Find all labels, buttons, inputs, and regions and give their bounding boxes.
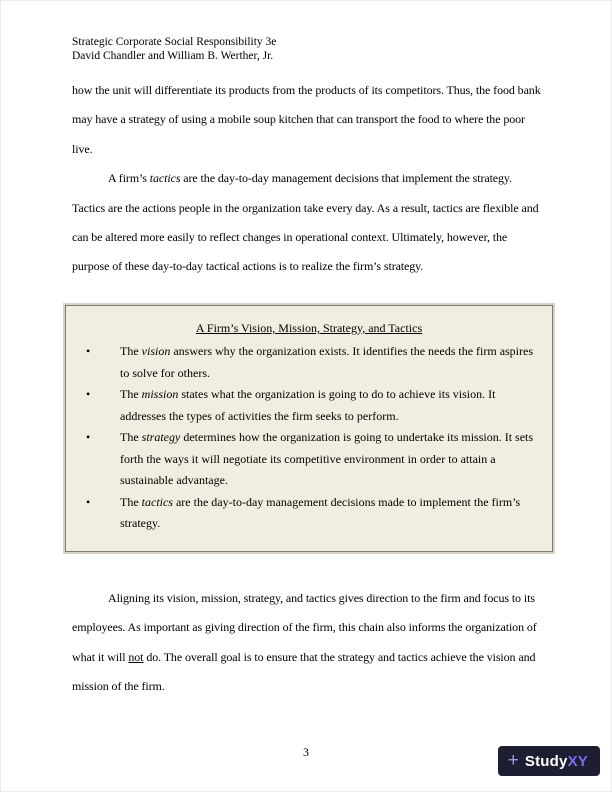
bullet-text: The	[120, 387, 142, 402]
bullet-text: determines how the organization is going to undertake its mission. It sets forth the ways it will negotiate its competitive environment in order to attain a sustainable advantage.	[120, 430, 534, 488]
header-authors: David Chandler and William B. Werther, Jr.	[72, 49, 274, 62]
list-item-tactics	[84, 492, 534, 535]
header-book-title: Strategic Corporate Social Responsibility 3e	[72, 36, 277, 48]
studyxy-wordmark	[525, 753, 588, 770]
brand-part-xy: XY	[567, 752, 588, 770]
paragraph-tactics	[72, 164, 546, 282]
paragraph-text: Aligning its vision, mission, strategy, and tactics gives direction to the firm and focus to its employees. As important as giving direction of the firm, this chain also informs the organization of what it will	[72, 590, 537, 664]
bullet-icon: •	[86, 344, 91, 359]
bullet-text: The	[120, 430, 142, 445]
underlined-word-not: not	[128, 649, 144, 664]
paragraph-differentiation	[72, 76, 546, 164]
box-bullet-list	[84, 341, 534, 535]
bullet-text: are the day-to-day management decisions made to implement the firm’s strategy.	[120, 494, 521, 531]
page-number: 3	[303, 745, 309, 759]
bullet-icon: •	[86, 494, 91, 509]
vision-mission-strategy-tactics-box	[65, 305, 553, 552]
bullet-icon: •	[86, 387, 91, 402]
paragraph-text: do. The overall goal is to ensure that the strategy and tactics achieve the vision and mission of the firm.	[72, 649, 536, 694]
paragraph-text: how the unit will differentiate its products from the products of its competitors. Thus, the food bank may have a strategy of using a mobile soup kitchen that can transport the food to where the poor live.	[72, 83, 541, 156]
list-item-vision	[84, 341, 534, 384]
italic-term-mission: mission	[141, 387, 179, 402]
paragraph-text: A firm’s	[108, 171, 150, 186]
paragraph-aligning	[72, 584, 546, 702]
bullet-icon: •	[86, 430, 91, 445]
bullet-text: The	[120, 344, 142, 359]
italic-term-tactics: tactics	[149, 171, 181, 186]
page-header	[72, 36, 276, 63]
bullet-text: answers why the organization exists. It identifies the needs the firm aspires to solve for others.	[120, 344, 534, 380]
brand-part-study: Study	[524, 752, 568, 770]
plus-icon: +	[507, 749, 519, 771]
box-title: A Firm’s Vision, Mission, Strategy, and Tactics	[195, 320, 423, 335]
list-item-mission	[84, 384, 534, 427]
paragraph-text: are the day-to-day management decisions that implement the strategy. Tactics are the actions people in the organization take every day. As a result, tactics are flexible and can be altered more easily to reflect changes in operational context. Ultimately, however, the purpose of these day-to-day tactical actions is to realize the firm’s strategy.	[72, 171, 539, 274]
page-content	[72, 76, 546, 701]
italic-term-tactics: tactics	[141, 494, 173, 509]
list-item-strategy	[84, 427, 534, 492]
italic-term-strategy: strategy	[141, 430, 181, 445]
italic-term-vision: vision	[141, 344, 171, 359]
studyxy-logo	[498, 746, 600, 776]
bullet-text: states what the organization is going to do to achieve its vision. It addresses the types of activities the firm seeks to perform.	[120, 387, 496, 423]
bullet-text: The	[120, 494, 142, 509]
